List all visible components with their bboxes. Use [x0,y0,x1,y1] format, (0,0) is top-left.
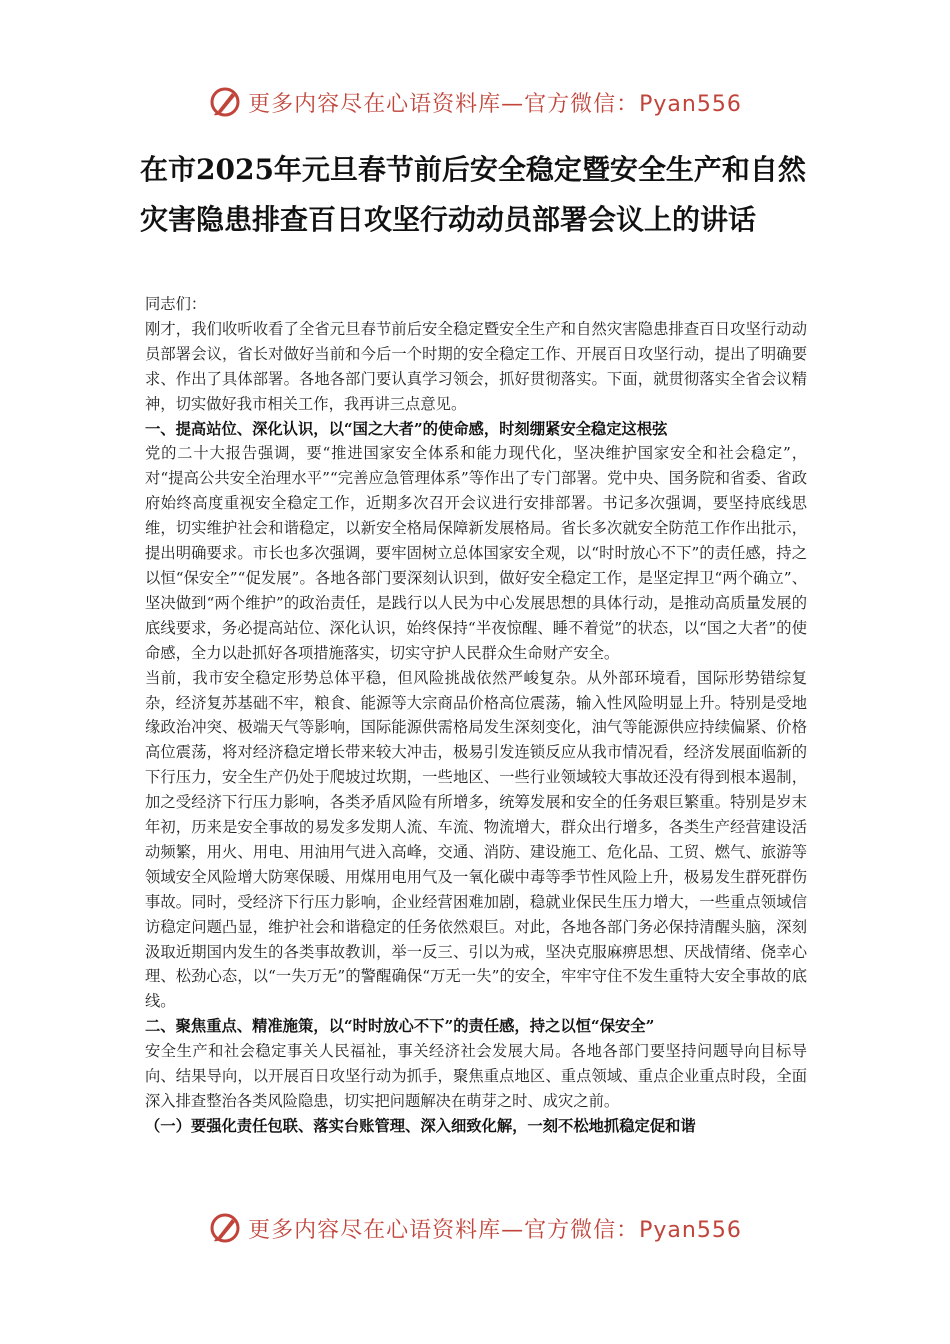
document-body [145,292,807,1139]
subsection-heading: （一）要强化责任包联、落实台账管理、深入细致化解，一刻不松地抓稳定促和谐 [145,1116,696,1135]
document-title: 在市2025年元旦春节前后安全稳定暨安全生产和自然灾害隐患排查百日攻坚行动动员部署会议上的讲话 [140,153,806,236]
body-paragraph: 刚才，我们收听收看了全省元旦春节前后安全稳定暨安全生产和自然灾害隐患排查百日攻坚行动动员部署会议，省长对做好当前和今后一个时期的安全稳定工作、开展百日攻坚行动，提出了明确要求、作出了具体部署。各地各部门要认真学习领会，抓好贯彻落实。下面，就贯彻落实全省会议精神，切实做好我市相关工作，我再讲三点意见。 [145,319,807,413]
watermark-text: 更多内容尽在心语资料库—官方微信：Pyan556 [248,91,742,117]
salutation: 同志们： [145,295,207,313]
brush-pen-logo-icon [208,1211,242,1245]
body-paragraph: 当前，我市安全稳定形势总体平稳，但风险挑战依然严峻复杂。从外部环境看，国际形势错综复杂，经济复苏基础不牢，粮食、能源等大宗商品价格高位震荡，输入性风险明显上升。特别是受地缘政治冲突、极端天气等影响，国际能源供需格局发生深刻变化，油气等能源供应持续偏紧、价格高位震荡，将对经济稳定增长带来较大冲击，极易引发连锁反应从我市情况看，经济发展面临新的下行压力，安全生产仍处于爬坡过坎期，一些地区、一些行业领域较大事故还没有得到根本遏制，加之受经济下行压力影响，各类矛盾风险有所增多，统筹发展和安全的任务艰巨繁重。特别是岁末年初，历来是安全事故的易发多发期人流、车流、物流增大，群众出行增多，各类生产经营建设活动频繁，用火、用电、用油用气进入高峰，交通、消防、建设施工、危化品、工贸、燃气、旅游等领域安全风险增大防寒保暖、用煤用电用气及一氧化碳中毒等季节性风险上升，极易发生群死群伤事故。同时，受经济下行压力影响，企业经营困难加剧，稳就业保民生压力增大，一些重点领域信访稳定问题凸显，维护社会和谐稳定的任务依然艰巨。对此，各地各部门务必保持清醒头脑，深刻汲取近期国内发生的各类事故教训，举一反三、引以为戒，坚决克服麻痹思想、厌战情绪、侥幸心理、松劲心态，以“一失万无”的警醒确保“万无一失”的安全，牢牢守住不发生重特大安全事故的底线。 [145,668,807,1011]
watermark-text: 更多内容尽在心语资料库—官方微信：Pyan556 [248,1217,742,1243]
watermark-banner-top [0,82,950,122]
section-heading: 二、聚焦重点、精准施策，以“时时放心不下”的责任感，持之以恒“保安全” [145,1017,655,1036]
body-paragraph: 党的二十大报告强调，要“推进国家安全体系和能力现代化，坚决维护国家安全和社会稳定”，对“提高公共安全治理水平”“完善应急管理体系”等作出了专门部署。党中央、国务院和省委、省政府始终高度重视安全稳定工作，近期多次召开会议进行安排部署。书记多次强调，要坚持底线思维，切实维护社会和谐稳定，以新安全格局保障新发展格局。省长多次就安全防范工作作出批示，提出明确要求。市长也多次强调，要牢固树立总体国家安全观，以“时时放心不下”的责任感，持之以恒“保安全”“促发展”。各地各部门要深刻认识到，做好安全稳定工作，是坚定捍卫“两个确立”、坚决做到“两个维护”的政治责任，是践行以人民为中心发展思想的具体行动，是推动高质量发展的底线要求，务必提高站位、深化认识，始终保持“半夜惊醒、睡不着觉”的状态，以“国之大者”的使命感，全力以赴抓好各项措施落实，切实守护人民群众生命财产安全。 [145,444,807,662]
section-heading: 一、提高站位、深化认识，以“国之大者”的使命感，时刻绷紧安全稳定这根弦 [145,419,668,438]
brush-pen-logo-icon [208,85,242,119]
body-paragraph: 安全生产和社会稳定事关人民福祉，事关经济社会发展大局。各地各部门要坚持问题导向目标导向、结果导向，以开展百日攻坚行动为抓手，聚焦重点地区、重点领域、重点企业重点时段，全面深入排查整治各类风险隐患，切实把问题解决在萌芽之时、成灾之前。 [145,1042,807,1110]
watermark-banner-bottom [0,1208,950,1248]
